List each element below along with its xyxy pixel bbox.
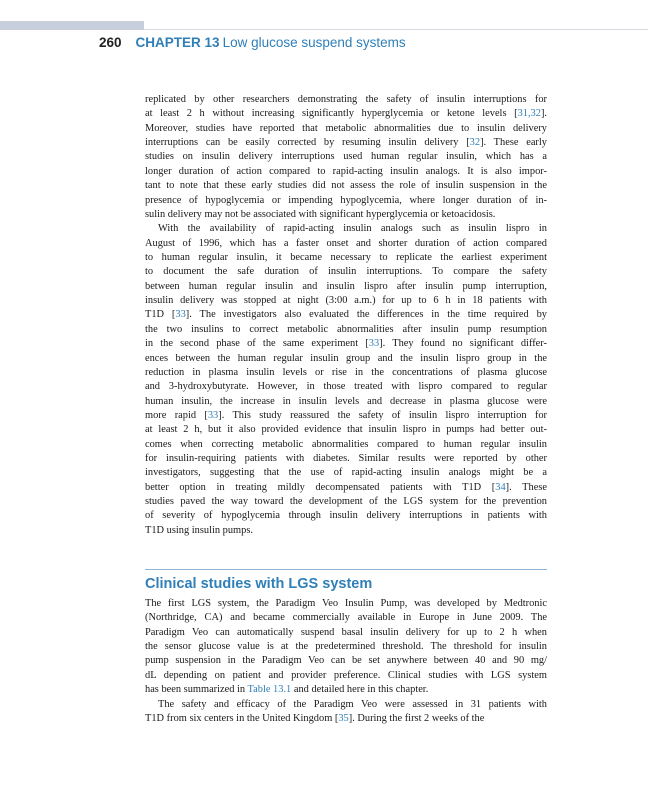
- text-line: Paradigm Veo can automatically suspend basal insulin delivery for up to 2 h when: [145, 626, 547, 638]
- text-line: to human regular insulin, it became necessary to replicate the earliest experiment: [145, 252, 547, 264]
- text-line: the two insulins to correct metabolic abnormalities after insulin pump resumption: [145, 323, 547, 335]
- text-line: presence of hypoglycemia or impending hypoglycemia, where longer duration of in-: [145, 194, 547, 206]
- header-rule: [144, 29, 648, 30]
- text-line: at least 2 h without increasing significantly hyperglycemia or ketone levels [31,32].: [145, 108, 547, 120]
- text-line: for insulin-requiring patients with diabetes. Similar results were reported by other: [145, 453, 547, 465]
- page-number: 260: [99, 35, 122, 50]
- text-line: the sensor glucose value is at the predetermined threshold. The threshold for insulin: [145, 641, 547, 653]
- text-line: in the second phase of the same experiment [33]. They found no significant differ-: [145, 338, 547, 350]
- text-line: human insulin, the increase in insulin levels and decrease in plasma glucose were: [145, 395, 547, 407]
- section-divider: [145, 569, 547, 570]
- citation-link[interactable]: 33: [175, 309, 186, 321]
- text-line: between human regular insulin and insulin lispro after insulin pump interruption,: [145, 280, 547, 292]
- header-accent-bar: [0, 21, 144, 30]
- paragraph-3: [145, 597, 547, 698]
- citation-link[interactable]: 31,32: [517, 108, 541, 120]
- text-line: and 3-hydroxybutyrate. However, in those treated with lispro compared to regular: [145, 381, 547, 393]
- paragraph-1: [145, 93, 547, 222]
- text-line: August of 1996, which has a faster onset and shorter duration of action compared: [145, 237, 547, 249]
- chapter-title: Low glucose suspend systems: [222, 35, 406, 50]
- text-line: pump suspension in the Paradigm Veo can be set anywhere between 40 and 90 mg/: [145, 655, 547, 667]
- text-line: studies on insulin delivery interruptions used human regular insulin, which has a: [145, 151, 547, 163]
- text-line: longer duration of action compared to rapid-acting insulin analogs. It is also impor-: [145, 165, 547, 177]
- text-line: studies paved the way toward the development of the LGS system for the prevention: [145, 496, 547, 508]
- text-line: has been summarized in Table 13.1 and detailed here in this chapter.: [145, 684, 429, 696]
- citation-link[interactable]: 34: [495, 481, 506, 493]
- text-line: sulin delivery may not be associated with significant hyperglycemia or ketoacidosis.: [145, 208, 496, 220]
- citation-link[interactable]: 33: [368, 338, 380, 350]
- text-line: investigators, suggesting that the use of rapid-acting insulin analogs might be a: [145, 467, 547, 479]
- text-line: (Northridge, CA) and became commercially available in Europe in June 2009. The: [145, 612, 547, 624]
- text-line: to document the safe duration of insulin interruptions. To compare the safety: [145, 266, 547, 278]
- text-line: dL depending on patient and provider preference. Clinical studies with LGS system: [145, 669, 547, 681]
- text-line: The first LGS system, the Paradigm Veo Insulin Pump, was developed by Medtronic: [145, 598, 547, 609]
- text-line: T1D [33]. The investigators also evaluated the differences in the time required by: [145, 309, 547, 321]
- text-line: of severity of hypoglycemia through insulin delivery interruptions in patients with: [145, 510, 547, 522]
- text-line: Moreover, studies have reported that metabolic abnormalities due to insulin delivery: [145, 122, 547, 134]
- text-line: With the availability of rapid-acting insulin analogs such as insulin lispro in: [158, 223, 547, 235]
- chapter-label: CHAPTER 13: [135, 35, 220, 50]
- text-line: better option in treating mildly decompensated patients with T1D [34]. These: [145, 481, 547, 493]
- text-line: The safety and efficacy of the Paradigm Veo were assessed in 31 patients with: [158, 698, 547, 710]
- text-line: more rapid [33]. This study reassured the safety of insulin lispro interruption for: [145, 409, 548, 421]
- paragraph-2: [145, 222, 547, 538]
- running-head: [99, 34, 406, 52]
- text-line: replicated by other researchers demonstrating the safety of insulin interruptions for: [145, 94, 547, 105]
- text-line: T1D using insulin pumps.: [145, 524, 253, 536]
- text-line: comes when correcting metabolic abnormalities compared to human regular insulin: [145, 438, 547, 450]
- citation-link[interactable]: 32: [469, 137, 481, 149]
- text-line: insulin delivery was stopped at night (3:00 a.m.) for up to 6 h in 18 patients with: [145, 295, 547, 307]
- citation-link[interactable]: Table 13.1: [247, 684, 292, 696]
- text-line: T1D from six centers in the United Kingdom [35]. During the first 2 weeks of the: [145, 712, 485, 724]
- paragraph-4: [145, 698, 547, 727]
- text-line: reduction in plasma insulin levels or rise in the concentrations of plasma glucose: [145, 366, 547, 378]
- text-line: tant to note that these early studies did not assess the role of insulin suspension in the: [145, 180, 547, 192]
- text-line: at least 2 h, but it also provided evidence that insulin lispro in pumps had better out-: [145, 424, 547, 436]
- text-line: ences between the human regular insulin group and the insulin lispro group in the: [145, 352, 547, 364]
- text-line: interruptions can be easily corrected by resuming insulin delivery [32]. These early: [145, 137, 547, 149]
- citation-link[interactable]: 33: [207, 409, 219, 421]
- section-heading: Clinical studies with LGS system: [145, 576, 373, 592]
- citation-link[interactable]: 35: [338, 712, 349, 724]
